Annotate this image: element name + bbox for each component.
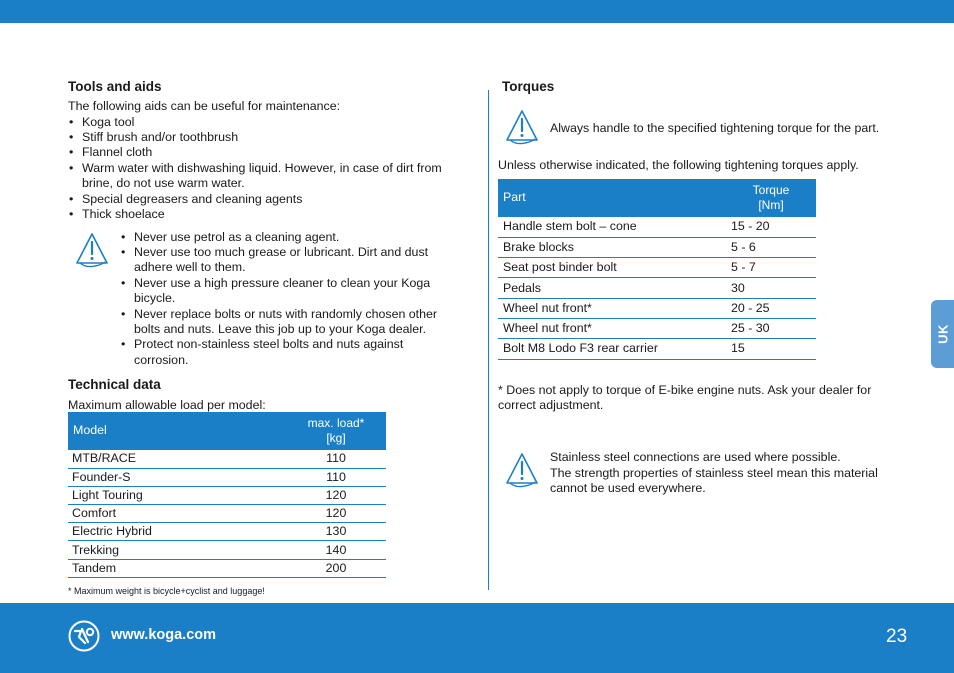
part-cell: Brake blocks bbox=[498, 237, 726, 257]
table-row bbox=[68, 559, 386, 577]
tech-heading: Technical data bbox=[68, 377, 161, 392]
load-cell: 130 bbox=[286, 523, 386, 541]
table-row bbox=[68, 523, 386, 541]
tools-list bbox=[68, 115, 468, 223]
table-row bbox=[68, 505, 386, 523]
tools-heading: Tools and aids bbox=[68, 79, 162, 94]
list-item: • Flannel cloth bbox=[68, 145, 468, 160]
table-row bbox=[498, 278, 816, 298]
list-item: • Protect non-stainless steel bolts and nuts against corrosion. bbox=[120, 337, 455, 368]
torque-warning: Always handle to the specified tightening torque for the part. bbox=[550, 120, 880, 135]
warning-list bbox=[120, 230, 455, 369]
part-cell: Seat post binder bolt bbox=[498, 258, 726, 278]
part-cell: Wheel nut front* bbox=[498, 298, 726, 318]
load-cell: 110 bbox=[286, 468, 386, 486]
torque-cell: 30 bbox=[726, 278, 816, 298]
col-model: Model bbox=[73, 423, 107, 438]
col-max-load-line2: [kg] bbox=[326, 431, 346, 445]
torque-intro: Unless otherwise indicated, the following tightening torques apply. bbox=[498, 157, 859, 172]
table-header-row bbox=[68, 412, 386, 450]
table-row bbox=[68, 541, 386, 559]
language-tab-label: UK bbox=[934, 324, 950, 344]
koga-logo-icon[interactable] bbox=[68, 620, 100, 652]
table-row bbox=[498, 318, 816, 338]
footer-url-link[interactable]: www.koga.com bbox=[111, 627, 217, 643]
top-bar bbox=[0, 0, 954, 23]
load-cell: 110 bbox=[286, 450, 386, 468]
list-item: • Stiff brush and/or toothbrush bbox=[68, 130, 468, 145]
warning-hand-icon bbox=[74, 232, 110, 268]
warning-hand-icon bbox=[504, 452, 540, 488]
list-item: • Never use petrol as a cleaning agent. bbox=[120, 230, 455, 245]
list-item: • Never replace bolts or nuts with randomly chosen other bolts and nuts. Leave this job up to your Koga dealer. bbox=[120, 307, 455, 338]
part-cell: Bolt M8 Lodo F3 rear carrier bbox=[498, 339, 726, 359]
torque-cell: 5 - 6 bbox=[726, 237, 816, 257]
column-divider bbox=[488, 90, 489, 590]
part-cell: Pedals bbox=[498, 278, 726, 298]
page-number: 23 bbox=[886, 626, 908, 647]
torque-cell: 15 - 20 bbox=[726, 217, 816, 237]
torque-cell: 20 - 25 bbox=[726, 298, 816, 318]
tools-intro: The following aids can be useful for maintenance: bbox=[68, 99, 341, 113]
part-cell: Wheel nut front* bbox=[498, 318, 726, 338]
load-table bbox=[68, 412, 386, 578]
table-row bbox=[498, 217, 816, 237]
torque-footnote: * Does not apply to torque of E-bike engine nuts. Ask your dealer for correct adjustment. bbox=[498, 382, 872, 412]
table-row bbox=[68, 468, 386, 486]
language-tab-uk[interactable] bbox=[931, 300, 954, 368]
list-item: • Never use a high pressure cleaner to clean your Koga bicycle. bbox=[120, 276, 455, 307]
table-row bbox=[498, 339, 816, 359]
col-part: Part bbox=[503, 190, 526, 205]
torques-heading: Torques bbox=[502, 79, 555, 94]
torque-cell: 15 bbox=[726, 339, 816, 359]
stainless-line2: The strength properties of stainless steel mean this material cannot be used everywhere. bbox=[550, 465, 878, 495]
table-row bbox=[498, 258, 816, 278]
list-item: • Never use too much grease or lubricant. Dirt and dust adhere well to them. bbox=[120, 245, 455, 276]
model-cell: MTB/RACE bbox=[68, 450, 286, 468]
torque-table bbox=[498, 179, 816, 360]
part-cell: Handle stem bolt – cone bbox=[498, 217, 726, 237]
list-item: • Special degreasers and cleaning agents bbox=[68, 192, 468, 207]
col-torque-line1: Torque bbox=[752, 183, 790, 197]
model-cell: Founder-S bbox=[68, 468, 286, 486]
model-cell: Light Touring bbox=[68, 486, 286, 504]
col-max-load-line1: max. load* bbox=[307, 416, 365, 430]
model-cell: Trekking bbox=[68, 541, 286, 559]
load-cell: 140 bbox=[286, 541, 386, 559]
torque-cell: 5 - 7 bbox=[726, 258, 816, 278]
table-header-row bbox=[498, 179, 816, 217]
model-cell: Comfort bbox=[68, 505, 286, 523]
list-item: • Koga tool bbox=[68, 115, 468, 130]
load-cell: 120 bbox=[286, 486, 386, 504]
load-footnote: * Maximum weight is bicycle+cyclist and luggage! bbox=[68, 586, 265, 596]
list-item: • Warm water with dishwashing liquid. However, in case of dirt from brine, do not use warm water. bbox=[68, 161, 468, 192]
load-cell: 120 bbox=[286, 505, 386, 523]
table-row bbox=[68, 450, 386, 468]
tech-intro: Maximum allowable load per model: bbox=[68, 397, 266, 412]
warning-hand-icon bbox=[504, 109, 540, 145]
table-row bbox=[68, 486, 386, 504]
stainless-line1: Stainless steel connections are used where possible. bbox=[550, 450, 841, 464]
model-cell: Electric Hybrid bbox=[68, 523, 286, 541]
table-row bbox=[498, 237, 816, 257]
torque-cell: 25 - 30 bbox=[726, 318, 816, 338]
load-cell: 200 bbox=[286, 559, 386, 577]
model-cell: Tandem bbox=[68, 559, 286, 577]
col-torque bbox=[726, 179, 816, 217]
list-item: • Thick shoelace bbox=[68, 207, 468, 222]
table-row bbox=[498, 298, 816, 318]
col-torque-line2: [Nm] bbox=[758, 198, 784, 212]
col-max-load bbox=[286, 412, 386, 450]
